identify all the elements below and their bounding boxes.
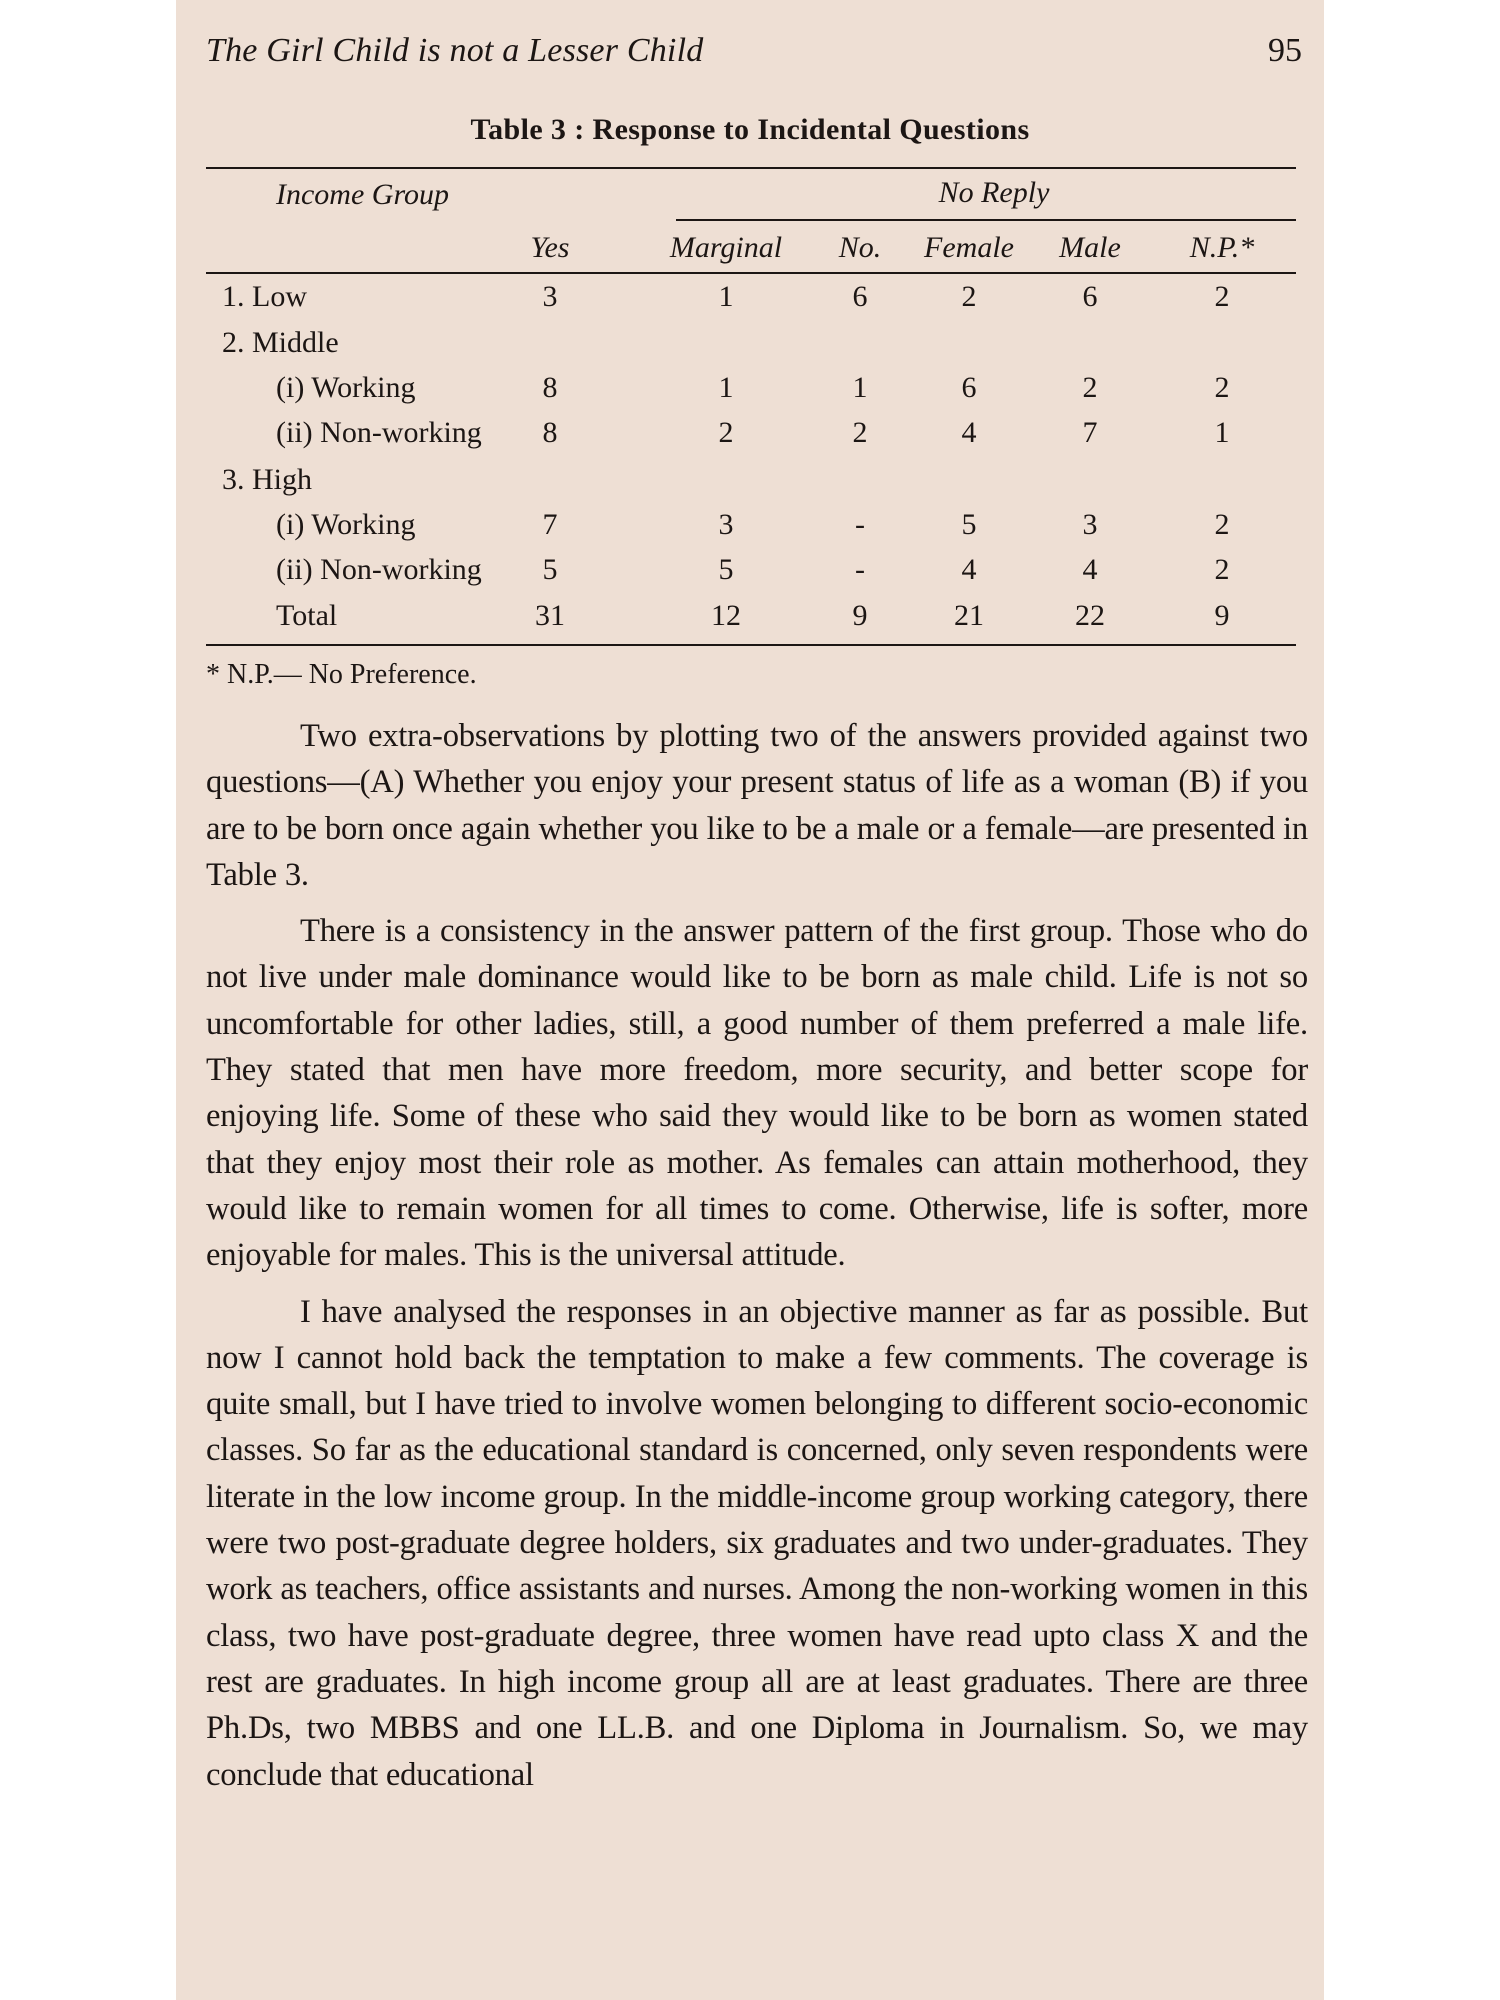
col-header-np: N.P.* bbox=[1189, 231, 1255, 264]
cell-np: 2 bbox=[1214, 553, 1230, 586]
cell-no: - bbox=[855, 553, 865, 586]
book-page bbox=[176, 0, 1324, 2000]
body-text bbox=[206, 713, 1308, 1798]
col-header-female: Female bbox=[924, 231, 1014, 264]
no-reply-rule bbox=[676, 219, 1296, 221]
cell-marginal: 12 bbox=[711, 599, 741, 632]
cell-female: 6 bbox=[961, 371, 977, 404]
row-label: (i) Working bbox=[276, 508, 416, 541]
header-no-reply: No Reply bbox=[938, 176, 1050, 209]
cell-no: 6 bbox=[852, 280, 868, 313]
cell-female: 21 bbox=[954, 599, 984, 632]
col-header-yes: Yes bbox=[530, 231, 570, 264]
cell-yes: 8 bbox=[542, 416, 558, 449]
cell-np: 1 bbox=[1214, 416, 1230, 449]
cell-no: - bbox=[855, 508, 865, 541]
cell-marginal: 5 bbox=[718, 553, 734, 586]
row-label: (i) Working bbox=[276, 371, 416, 404]
row-label: 1. Low bbox=[222, 280, 307, 313]
page-number: 95 bbox=[1268, 32, 1302, 69]
cell-male: 7 bbox=[1082, 416, 1098, 449]
cell-male: 3 bbox=[1082, 508, 1098, 541]
cell-np: 2 bbox=[1214, 280, 1230, 313]
row-label: 2. Middle bbox=[222, 326, 339, 359]
cell-yes: 7 bbox=[542, 508, 558, 541]
header-income-group: Income Group bbox=[276, 178, 450, 211]
table-bottom-rule bbox=[206, 644, 1296, 646]
cell-yes: 5 bbox=[542, 553, 558, 586]
cell-female: 4 bbox=[961, 416, 977, 449]
row-label: 3. High bbox=[222, 463, 312, 496]
cell-marginal: 3 bbox=[718, 508, 734, 541]
cell-marginal: 1 bbox=[718, 371, 734, 404]
row-label: Total bbox=[276, 599, 338, 632]
table-top-rule bbox=[206, 167, 1296, 169]
cell-male: 2 bbox=[1082, 371, 1098, 404]
paragraph: There is a consistency in the answer pattern of the first group. Those who do not live under male dominance would like to be born as male child. Life is not so uncomfortable for other ladies, still, a good number of them preferred a male life. They stated that men have more freedom, more security, and better scope for enjoying life. Some of these who said they would like to be born as women stated that they enjoy most their role as mother. As females can attain motherhood, they would like to remain women for all times to come. Otherwise, life is softer, more enjoyable for males. This is the universal attitude. bbox=[206, 913, 1308, 1274]
header-bottom-rule bbox=[206, 272, 1296, 274]
cell-female: 2 bbox=[961, 280, 977, 313]
cell-marginal: 1 bbox=[718, 280, 734, 313]
col-header-no: No. bbox=[838, 231, 882, 264]
paragraph: Two extra-observations by plotting two of the answers provided against two questions—(A) Whether you enjoy your present status of life as a woman (B) if you are to be born once again whether you like to be a male or a female—are presented in Table 3. bbox=[206, 718, 1308, 893]
cell-male: 6 bbox=[1082, 280, 1098, 313]
running-head: The Girl Child is not a Lesser Child bbox=[206, 32, 704, 69]
table-title: Table 3 : Response to Incidental Questions bbox=[470, 113, 1030, 146]
paragraph: I have analysed the responses in an objective manner as far as possible. But now I cannot hold back the temptation to make a few comments. The coverage is quite small, but I have tried to involve women belonging to different socio-economic classes. So far as the educational standard is concerned, only seven respondents were literate in the low income group. In the middle-income group working category, there were two post-graduate degree holders, six graduates and two under-graduates. They work as teachers, office assistants and nurses. Among the non-working women in this class, two have post-graduate degree, three women have read upto class X and the rest are graduates. In high income group all are at least graduates. There are three Ph.Ds, two MBBS and one LL.B. and one Diploma in Journalism. So, we may conclude that educational bbox=[206, 1293, 1308, 1793]
cell-female: 4 bbox=[961, 553, 977, 586]
cell-yes: 8 bbox=[542, 371, 558, 404]
table-footnote: * N.P.— No Preference. bbox=[206, 659, 477, 690]
cell-yes: 3 bbox=[542, 280, 558, 313]
row-label: (ii) Non-working bbox=[276, 553, 482, 586]
col-header-male: Male bbox=[1059, 231, 1121, 264]
cell-yes: 31 bbox=[535, 599, 565, 632]
cell-np: 2 bbox=[1214, 508, 1230, 541]
cell-no: 2 bbox=[852, 416, 868, 449]
cell-male: 4 bbox=[1082, 553, 1098, 586]
cell-no: 1 bbox=[852, 371, 868, 404]
cell-np: 2 bbox=[1214, 371, 1230, 404]
row-label: (ii) Non-working bbox=[276, 416, 482, 449]
cell-marginal: 2 bbox=[718, 416, 734, 449]
cell-no: 9 bbox=[852, 599, 868, 632]
col-header-marginal: Marginal bbox=[669, 231, 783, 264]
cell-np: 9 bbox=[1214, 599, 1230, 632]
cell-female: 5 bbox=[961, 508, 977, 541]
cell-male: 22 bbox=[1075, 599, 1105, 632]
